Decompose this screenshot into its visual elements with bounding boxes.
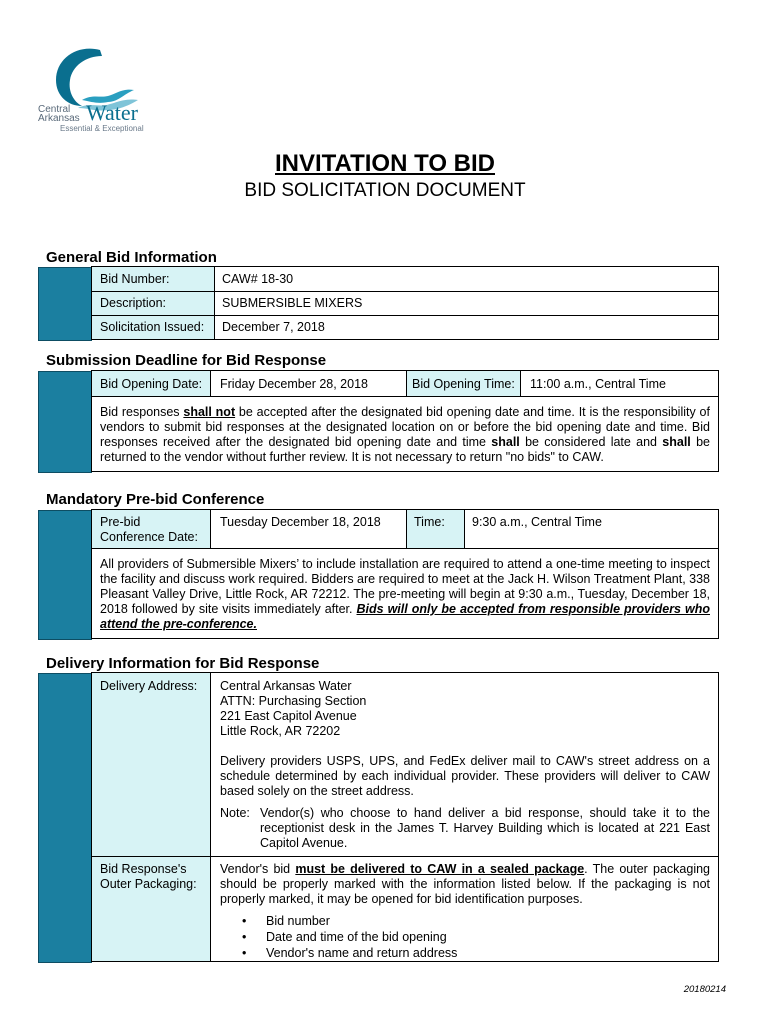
list-item: • Date and time of the bid opening — [242, 930, 447, 944]
prebid-table — [91, 509, 719, 639]
logo-text-arkansas: Arkansas — [38, 113, 80, 124]
deadline-heading: Submission Deadline for Bid Response — [46, 352, 327, 369]
delivery-note-label: Note: — [220, 806, 250, 820]
logo-text-central: Central — [38, 104, 71, 115]
prebid-date-value: Tuesday December 18, 2018 — [220, 515, 381, 529]
description-label: Description: — [100, 296, 166, 310]
prebid-time-value: 9:30 a.m., Central Time — [472, 515, 602, 529]
packaging-label: Bid Response's Outer Packaging: — [100, 862, 197, 891]
page-title: INVITATION TO BID — [275, 150, 495, 177]
bid-opening-date-label: Bid Opening Date: — [100, 377, 203, 391]
bid-opening-time-value: 11:00 a.m., Central Time — [530, 377, 666, 391]
deadline-strip — [38, 371, 92, 473]
logo-tagline: Essential & Exceptional — [60, 124, 144, 133]
packaging-paragraph: Vendor's bid must be delivered to CAW in a sealed package. The outer packaging should be properly marked with the information listed below. If the packaging is not properly marked, it may be opened for bid identification purposes. — [220, 862, 711, 906]
prebid-date-label: Pre-bid Conference Date: — [100, 515, 198, 544]
delivery-strip — [38, 673, 92, 963]
issued-value: December 7, 2018 — [222, 320, 325, 334]
delivery-heading: Delivery Information for Bid Response — [46, 655, 320, 672]
bid-number-value: CAW# 18-30 — [222, 272, 294, 286]
list-item: • Vendor's name and return address — [242, 946, 458, 960]
delivery-address-value: Central Arkansas Water ATTN: Purchasing Section 221 East Capitol Avenue Little Rock, AR 72202 — [220, 679, 367, 738]
footer-code: 20180214 — [683, 984, 726, 995]
prebid-time-label: Time: — [414, 515, 445, 529]
issued-label: Solicitation Issued: — [100, 320, 205, 334]
list-item: • Bid number — [242, 914, 330, 928]
general-table — [91, 266, 719, 340]
description-value: SUBMERSIBLE MIXERS — [222, 296, 363, 310]
logo-text-water: Water — [86, 100, 138, 125]
delivery-address-label: Delivery Address: — [100, 679, 198, 693]
prebid-paragraph: All providers of Submersible Mixers’ to include installation are required to attend a one-time meeting to inspect the facility and discuss work required. Bidders are required to meet at the Jack H. Wilson Treatment Plant, 338 Pleasant Valley Drive, Little Rock, AR 72212. The pre-meeting will begin at 9:30 a.m., Tuesday, December 18, 2018 followed by site visits immediately after. Bids will only be accepted from responsible providers who attend the pre-conference. — [100, 557, 711, 631]
bid-opening-date-value: Friday December 28, 2018 — [220, 377, 368, 391]
prebid-strip — [38, 510, 92, 640]
page-subtitle: BID SOLICITATION DOCUMENT — [244, 180, 526, 201]
general-strip — [38, 267, 92, 341]
bid-opening-time-label: Bid Opening Time: — [412, 377, 515, 391]
prebid-heading: Mandatory Pre-bid Conference — [46, 491, 265, 508]
delivery-table — [91, 672, 719, 962]
delivery-providers-text: Delivery providers USPS, UPS, and FedEx deliver mail to CAW's street address on a schedule determined by each individual provider. These providers will deliver to CAW based solely on the street address. — [220, 754, 710, 798]
deadline-paragraph: Bid responses shall not be accepted after the designated bid opening date and time. It is the responsibility of vendors to submit bid responses at the designated location on or before the bid opening date and time. Bid responses received after the designated bid opening date and time shall be considered late and shall be returned to the vendor without further review. It is not necessary to return "no bids" to CAW. — [100, 405, 710, 464]
deadline-table — [91, 370, 719, 472]
general-heading: General Bid Information — [46, 249, 217, 266]
bid-number-label: Bid Number: — [100, 272, 170, 286]
delivery-note-text: Vendor(s) who choose to hand deliver a bid response, should take it to the receptionist desk in the James T. Harvey Building which is located at 221 East Capitol Avenue. — [260, 806, 710, 850]
